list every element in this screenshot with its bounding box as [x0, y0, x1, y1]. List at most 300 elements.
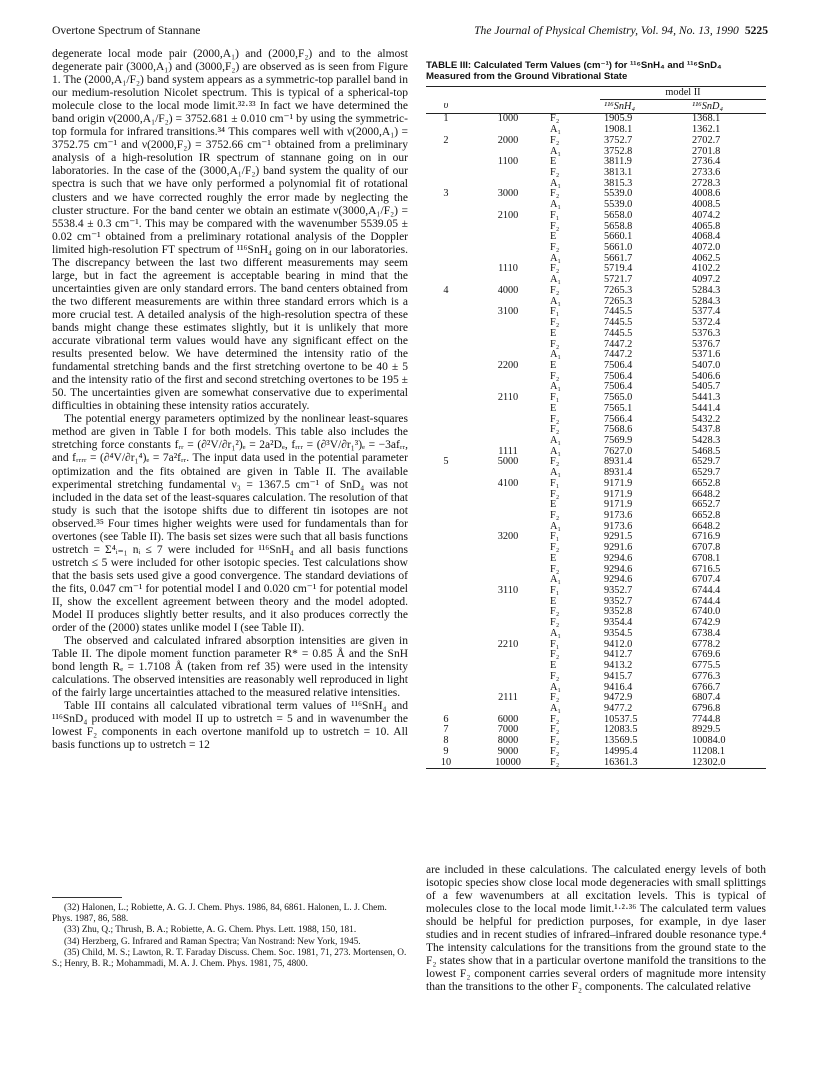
- cell-snd4: 6776.3: [692, 670, 721, 682]
- cell-symmetry: F₂: [550, 113, 560, 125]
- cell-v: [426, 672, 466, 683]
- cell-symmetry: E: [550, 231, 557, 243]
- cell-snd4: 6766.7: [692, 681, 721, 693]
- cell-local-mode: [466, 661, 550, 672]
- cell-symmetry: F₁: [550, 306, 560, 318]
- cell-local-mode: 8000: [497, 735, 519, 747]
- cell-v: 5: [443, 456, 449, 468]
- cell-snh4: 9171.9: [604, 488, 633, 500]
- cell-local-mode: [466, 565, 550, 576]
- cell-v: [426, 586, 466, 597]
- cell-v: [426, 329, 466, 340]
- cell-snh4: 7445.5: [604, 306, 633, 318]
- cell-snd4: 6775.5: [692, 660, 721, 672]
- cell-local-mode: 3200: [497, 531, 519, 543]
- cell-snd4: 2702.7: [692, 134, 721, 146]
- cell-snd4: 1368.1: [692, 113, 721, 125]
- cell-snd4: 6707.8: [692, 542, 721, 554]
- cell-snh4: 5721.7: [604, 274, 633, 286]
- body-paragraph: The potential energy parameters optimized by the nonlinear least-squares method are given in Table I for both models. This table also includes the stretching force constants fᵣᵣ = (∂²V/∂r₁²)ₑ = 2a²Dₑ, fᵣᵣᵣ = (∂³V/∂r₁³)ₑ = −3afᵣᵣ, and fᵣᵣᵣᵣ = (∂⁴V/∂r₁⁴)ₑ = 7a²fᵣᵣ. The input data used in the potential parameter optimization and the fits obtained are given in Table II. The available experimental stretching fundamental ν₃ = 1367.5 cm⁻¹ of SnD₄ was not included in the data set of the least-squares calculation. The resolution of that study is such that the isotope shifts due to different tin isotopes are not observed.³⁵ Four times higher weights were used for fundamentals than for overtones (see Table II). The basis set sizes were such that all basis functions υstretch = Σ⁴ᵢ₌₁ nᵢ ≤ 7 were included for ¹¹⁶SnH₄ and all basis functions υstretch ≤ 5 were included for other isotopic species. Test calculations show that the basis sets used give a good convergence. The standard deviations of the fits, 0.047 cm⁻¹ for potential model I and 0.020 cm⁻¹ for potential model II, show the excellent agreement between theory and the model adopted. Model II produces slightly better results, and it also produces correctly the order of the (2000) states unlike model I (see Table II).: [52, 413, 408, 635]
- cell-snd4: 5376.7: [692, 338, 721, 350]
- cell-local-mode: [466, 404, 550, 415]
- cell-snh4: 7565.0: [604, 392, 633, 404]
- cell-v: [426, 307, 466, 318]
- cell-symmetry: F₁: [550, 477, 560, 489]
- cell-snh4: 7565.1: [604, 402, 633, 414]
- cell-local-mode: 7000: [497, 724, 519, 736]
- cell-symmetry: E: [550, 660, 557, 672]
- cell-snh4: 8931.4: [604, 467, 633, 479]
- cell-snd4: 6648.2: [692, 520, 721, 532]
- cell-snd4: 4065.8: [692, 220, 721, 232]
- cell-symmetry: F₂: [550, 263, 560, 275]
- cell-symmetry: E: [550, 156, 557, 168]
- cell-snd4: 8929.5: [692, 724, 721, 736]
- cell-v: [426, 415, 466, 426]
- cell-snd4: 6716.5: [692, 563, 721, 575]
- cell-snd4: 6529.7: [692, 456, 721, 468]
- cell-snh4: 5658.8: [604, 220, 633, 232]
- cell-symmetry: A₁: [550, 145, 562, 157]
- cell-symmetry: F₂: [550, 758, 600, 769]
- cell-snh4: 3813.1: [604, 167, 633, 178]
- cell-symmetry: A₁: [550, 434, 562, 446]
- cell-snd4: 6529.7: [692, 467, 721, 479]
- cell-symmetry: A₁: [550, 467, 562, 479]
- cell-symmetry: F₂: [550, 424, 560, 436]
- right-column-text: [426, 864, 766, 994]
- cell-symmetry: F₂: [550, 735, 560, 747]
- cell-symmetry: E: [550, 552, 557, 564]
- cell-local-mode: [466, 372, 550, 383]
- cell-local-mode: [466, 340, 550, 351]
- cell-snh4: 5658.0: [604, 209, 633, 221]
- cell-symmetry: F₁: [550, 638, 560, 650]
- cell-snh4: 7447.2: [604, 338, 633, 350]
- cell-snh4: 7566.4: [604, 413, 633, 425]
- cell-snh4: 5719.4: [604, 263, 633, 275]
- cell-snd4: 2736.4: [692, 156, 721, 168]
- cell-snd4: 6652.8: [692, 510, 721, 521]
- cell-snd4: 5432.2: [692, 413, 721, 425]
- cell-symmetry: E: [550, 359, 557, 371]
- cell-snh4: 7568.6: [604, 424, 633, 436]
- cell-v: [426, 264, 466, 275]
- cell-snd4: 6740.0: [692, 606, 721, 618]
- cell-snd4: 6796.8: [692, 702, 721, 714]
- left-column: [52, 48, 408, 753]
- model-header: model II: [665, 87, 701, 99]
- cell-v: 9: [443, 745, 449, 757]
- cell-local-mode: [466, 168, 550, 179]
- cell-local-mode: 6000: [497, 713, 519, 725]
- table-row: [426, 136, 766, 147]
- cell-snh4: 9416.4: [604, 681, 633, 693]
- cell-snd4: 6716.9: [692, 531, 721, 543]
- cell-snh4: 9291.5: [604, 531, 633, 543]
- cell-snd4: 5428.3: [692, 434, 721, 446]
- cell-snh4: 9354.4: [604, 617, 633, 629]
- cell-symmetry: A₁: [550, 274, 562, 286]
- table-row: [426, 758, 766, 769]
- cell-snh4: 7447.2: [604, 349, 633, 361]
- cell-symmetry: F₂: [550, 370, 560, 382]
- cell-local-mode: 1110: [498, 263, 518, 275]
- cell-v: [426, 200, 466, 211]
- cell-snd4: 2733.6: [692, 167, 721, 178]
- table-row: [426, 554, 766, 565]
- cell-symmetry: F₂: [550, 692, 560, 704]
- cell-v: [426, 640, 466, 651]
- cell-snh4: 9415.7: [604, 670, 633, 682]
- cell-snd4: 5376.3: [692, 327, 721, 339]
- cell-snh4: 12083.5: [604, 724, 638, 736]
- body-paragraph: degenerate local mode pair (2000,A₁) and (2000,F₂) and to the almost degenerate pair (3000,A₁) and (3000,F₂) are observed as is seen from Figure 1. The (2000,A₁/F₂) band system appears as a symmetric-top parallel band in our medium-resolution Nicolet spectrum. This is typical of a spherical-top molecule close to the local mode limit.³²·³³ In fact we have determined the band origin ν(2000,A₁/F₂) = 3752.681 ± 0.010 cm⁻¹ by using the symmetric-top formula for infrared transitions.³⁴ This compares well with ν(2000,A₁) = 3752.75 cm⁻¹ and ν(2000,F₂) = 3752.66 cm⁻¹ obtained from a preliminary analysis of a high-resolution IR spectrum of stannane going on in our laboratories. In the case of the (3000,A₁/F₂) band system the quality of our spectra is such that we have only performed a polynomial fit of rotational clusters and we have corrected roughly the error made by neglecting the cluster structure. For the band center we obtain an estimate ν(3000,A₁/F₂) = 5538.4 ± 0.3 cm⁻¹. This may be compared with the wavenumber 5539.05 ± 0.02 cm⁻¹ obtained from a preliminary rotational analysis of the Doppler limited high-resolution FT spectrum of ¹¹⁶SnH₄ going on in our laboratories. The discrepancy between the last two different measurements may seem large, but in fact the agreement is acceptable bearing in mind that the uncertainties given are only standard errors. The band centers obtained from the two different measurements are within three standard errors which is a more crucial test. A detailed analysis of the high-resolution spectra of these bands might change these estimates slightly, but it is unlikely that more accurate vibrational term values would have any significant effect on the results presented below. We have determined the intensity ratio of the fundamental stretching bands and the first stretching overtone to be 40 ± 5 and the intensity ratio of the first and second stretching overtones to be 195 ± 50. The uncertainties given are somewhat conservative due to experimental difficulties in obtaining these intensity ratios accurately.: [52, 48, 408, 413]
- cell-symmetry: A₁: [550, 445, 562, 457]
- cell-snh4: 5661.7: [604, 252, 633, 264]
- cell-snd4: 6807.4: [692, 692, 721, 704]
- cell-local-mode: 3110: [497, 585, 519, 597]
- cell-snd4: 4074.2: [692, 209, 721, 221]
- cell-snd4: 4008.5: [692, 199, 721, 211]
- cell-symmetry: A₁: [550, 702, 562, 714]
- cell-symmetry: F₂: [550, 167, 560, 178]
- footnote-rule: [52, 897, 122, 898]
- cell-symmetry: F₂: [550, 670, 560, 682]
- cell-local-mode: [466, 243, 550, 254]
- cell-symmetry: E: [550, 595, 557, 607]
- page-number: 5225: [744, 24, 768, 37]
- cell-snh4: 7506.4: [604, 359, 633, 371]
- cell-local-mode: 2111: [498, 692, 518, 704]
- cell-local-mode: 1000: [497, 113, 519, 125]
- table-row: [426, 211, 766, 222]
- cell-snd4: 4008.6: [692, 188, 721, 200]
- cell-v: [426, 479, 466, 490]
- cell-snd4: 6708.1: [692, 552, 721, 564]
- cell-v: 7: [443, 724, 449, 736]
- cell-snd4: 5468.5: [692, 445, 721, 457]
- cell-snh4: 1908.1: [604, 124, 633, 136]
- cell-snd4: 6778.2: [692, 638, 721, 650]
- cell-symmetry: F₂: [550, 220, 560, 232]
- cell-symmetry: A₁: [550, 124, 562, 136]
- cell-snh4: 9352.7: [604, 585, 633, 597]
- cell-snh4: 9173.6: [604, 510, 633, 521]
- cell-snh4: 3752.7: [604, 134, 633, 146]
- cell-symmetry: F₂: [550, 413, 560, 425]
- cell-v: 1: [443, 113, 449, 125]
- cell-symmetry: F₂: [550, 242, 560, 254]
- cell-local-mode: [466, 554, 550, 565]
- cell-symmetry: F₂: [550, 617, 560, 629]
- cell-snd4: 5377.4: [692, 306, 721, 318]
- reference-item: (32) Halonen, L.; Robiette, A. G. J. Chem. Phys. 1986, 84, 6861. Halonen, L. J. Chem. Phys. 1987, 86, 588.: [52, 903, 387, 924]
- cell-snd4: 5405.7: [692, 381, 721, 393]
- body-paragraph: are included in these calculations. The calculated energy levels of both isotopic species show close local mode degeneracies with small splittings of a few wavenumbers at all excitation levels. This is typical of molecules close to the local mode limit.¹·²·³⁶ The calculated term values should be helpful for prediction purposes, for example, in dye laser studies and in recent studies of infrared–infrared double resonance type.⁴ The intensity calculations for the transitions from the ground state to the F₂ states show that in a particular overtone manifold the transitions to the lowest F₂ component carries several orders of magnitude more intensity than the transitions to the other F₂ components. The calculated relative: [426, 864, 766, 994]
- cell-v: [426, 243, 466, 254]
- cell-v: [426, 222, 466, 233]
- cell-snd4: 4102.2: [692, 263, 721, 275]
- cell-v: [426, 393, 466, 404]
- col-header-v: υ: [443, 100, 449, 112]
- cell-symmetry: F₂: [550, 317, 560, 329]
- cell-v: [426, 532, 466, 543]
- cell-symmetry: F₂: [550, 713, 560, 725]
- cell-symmetry: F₂: [550, 456, 560, 468]
- cell-snh4: 9171.9: [604, 477, 633, 489]
- cell-snh4: 9171.9: [604, 499, 633, 511]
- cell-symmetry: A₁: [550, 177, 562, 189]
- cell-snh4: 7445.5: [604, 317, 633, 329]
- cell-snd4: 6742.9: [692, 617, 721, 629]
- cell-snh4: 9352.7: [604, 595, 633, 607]
- cell-symmetry: F₁: [550, 392, 560, 404]
- cell-local-mode: [466, 425, 550, 436]
- table-row: [426, 404, 766, 415]
- cell-snd4: 1362.1: [692, 124, 721, 136]
- cell-snd4: 6769.6: [692, 649, 721, 661]
- cell-local-mode: [466, 650, 550, 661]
- cell-v: [426, 425, 466, 436]
- cell-snd4: 6648.2: [692, 488, 721, 500]
- cell-local-mode: [466, 543, 550, 554]
- cell-local-mode: [466, 607, 550, 618]
- right-column: [426, 48, 766, 769]
- table-row: [426, 329, 766, 340]
- cell-symmetry: A₁: [550, 574, 562, 586]
- cell-v: [426, 543, 466, 554]
- cell-v: [426, 597, 466, 608]
- cell-snh4: 9412.0: [604, 638, 633, 650]
- cell-snh4: 9294.6: [604, 552, 633, 564]
- cell-snd4: 5372.4: [692, 317, 721, 329]
- cell-v: [426, 361, 466, 372]
- cell-local-mode: 2000: [497, 134, 519, 146]
- cell-local-mode: [466, 329, 550, 340]
- cell-symmetry: F₂: [550, 724, 560, 736]
- cell-symmetry: A₁: [550, 627, 562, 639]
- cell-snd4: 4062.5: [692, 252, 721, 264]
- cell-snd4: 5441.4: [692, 402, 721, 414]
- cell-local-mode: [466, 618, 550, 629]
- cell-v: [426, 372, 466, 383]
- cell-local-mode: [466, 500, 550, 511]
- cell-snh4: 9412.7: [604, 649, 633, 661]
- cell-symmetry: F₂: [550, 338, 560, 350]
- cell-snh4: 14995.4: [604, 745, 638, 757]
- cell-local-mode: [466, 490, 550, 501]
- cell-local-mode: 1111: [498, 445, 518, 457]
- cell-local-mode: [466, 597, 550, 608]
- table-row: [426, 672, 766, 683]
- cell-symmetry: E: [550, 402, 557, 414]
- cell-v: [426, 650, 466, 661]
- cell-snh4: 7445.5: [604, 327, 633, 339]
- cell-snh4: 1905.9: [604, 113, 633, 125]
- cell-snd4: 4068.4: [692, 231, 721, 243]
- cell-v: [426, 254, 466, 265]
- cell-v: 8: [443, 735, 449, 747]
- cell-snd4: 10084.0: [692, 735, 726, 747]
- cell-snd4: 5284.3: [692, 284, 721, 296]
- cell-snd4: 6707.4: [692, 574, 721, 586]
- cell-local-mode: 2200: [497, 359, 519, 371]
- cell-v: [426, 554, 466, 565]
- cell-local-mode: 1100: [497, 156, 519, 168]
- cell-v: [426, 490, 466, 501]
- cell-v: 10: [426, 758, 466, 769]
- body-paragraph: The observed and calculated infrared absorption intensities are given in Table II. The dipole moment function parameter R* = 0.85 Å and the SnH bond length Rₑ = 1.7108 Å (taken from ref 35) were used in the intensity calculations. The observed intensities are reasonably well reproduced in light of the fairly large uncertainties attached to the measured relative intensities.: [52, 635, 408, 700]
- table-row: [426, 747, 766, 758]
- term-values-table: [426, 86, 766, 769]
- cell-symmetry: F₂: [550, 606, 560, 618]
- cell-v: [426, 211, 466, 222]
- cell-local-mode: [466, 415, 550, 426]
- cell-symmetry: A₁: [550, 199, 562, 211]
- cell-local-mode: 3100: [497, 306, 519, 318]
- cell-v: 4: [443, 284, 449, 296]
- cell-snh4: 5539.0: [604, 199, 633, 211]
- cell-snh4: 3815.3: [604, 177, 633, 189]
- cell-snd4: 5284.3: [692, 295, 721, 307]
- cell-v: [426, 618, 466, 629]
- table-row: [426, 479, 766, 490]
- cell-snd4: 6652.8: [692, 477, 721, 489]
- cell-snh4: 3811.9: [604, 156, 632, 168]
- cell-symmetry: F₂: [550, 188, 560, 200]
- cell-snh4: 7569.9: [604, 434, 633, 446]
- cell-snh4: 7265.3: [604, 295, 633, 307]
- cell-snh4: 16361.3: [600, 758, 692, 769]
- cell-local-mode: 4100: [497, 477, 519, 489]
- cell-v: [426, 575, 466, 586]
- cell-v: [426, 500, 466, 511]
- cell-local-mode: [466, 222, 550, 233]
- cell-snh4: 9294.6: [604, 563, 633, 575]
- reference-item: (35) Child, M. S.; Lawton, R. T. Faraday Discuss. Chem. Soc. 1981, 71, 273. Mortensen, O. S.; Henry, B. R.; Mohammadi, M. A. J. Chem. Phys. 1981, 75, 4800.: [52, 948, 407, 969]
- cell-snh4: 7627.0: [604, 445, 633, 457]
- cell-v: [426, 565, 466, 576]
- page-header: [52, 24, 768, 40]
- cell-v: [426, 693, 466, 704]
- cell-symmetry: F₂: [550, 284, 560, 296]
- cell-snd4: 5406.6: [692, 370, 721, 382]
- cell-v: [426, 436, 466, 447]
- cell-local-mode: [466, 232, 550, 243]
- cell-snh4: 7506.4: [604, 370, 633, 382]
- cell-snd4: 2701.8: [692, 145, 721, 157]
- cell-symmetry: E: [550, 499, 557, 511]
- cell-snd4: 5371.6: [692, 349, 721, 361]
- cell-symmetry: A₁: [550, 295, 562, 307]
- cell-v: [426, 404, 466, 415]
- cell-symmetry: F₁: [550, 585, 560, 597]
- cell-v: [426, 522, 466, 533]
- cell-local-mode: 9000: [497, 745, 519, 757]
- cell-snh4: 13569.5: [604, 735, 638, 747]
- cell-local-mode: 4000: [497, 284, 519, 296]
- cell-symmetry: F₂: [550, 488, 560, 500]
- cell-symmetry: F₂: [550, 649, 560, 661]
- journal-citation: [474, 24, 768, 37]
- cell-snh4: 7265.3: [604, 284, 633, 296]
- cell-snd4: 11208.1: [692, 745, 726, 757]
- cell-local-mode: [466, 511, 550, 522]
- cell-v: [426, 157, 466, 168]
- cell-v: [426, 629, 466, 640]
- cell-local-mode: [466, 672, 550, 683]
- cell-symmetry: E: [550, 327, 557, 339]
- cell-snh4: 8931.4: [604, 456, 633, 468]
- cell-snh4: 7506.4: [604, 381, 633, 393]
- cell-snh4: 9354.5: [604, 627, 633, 639]
- cell-snd4: 6744.4: [692, 585, 721, 597]
- cell-v: [426, 382, 466, 393]
- cell-local-mode: 3000: [497, 188, 519, 200]
- cell-snh4: 9477.2: [604, 702, 633, 714]
- references: [52, 897, 408, 971]
- cell-snd4: 7744.8: [692, 713, 721, 725]
- cell-symmetry: F₂: [550, 134, 560, 146]
- cell-snd4: 4097.2: [692, 274, 721, 286]
- cell-v: [426, 318, 466, 329]
- reference-item: (33) Zhu, Q.; Thrush, B. A.; Robiette, A. G. Chem. Phys. Lett. 1988, 150, 181.: [64, 925, 357, 936]
- table-caption: TABLE III: Calculated Term Values (cm⁻¹) for ¹¹⁶SnH₄ and ¹¹⁶SnD₄ Measured from the Ground Vibrational State: [426, 60, 722, 83]
- cell-snd4: 4072.0: [692, 242, 721, 254]
- cell-snd4: 12302.0: [692, 758, 766, 769]
- cell-v: [426, 607, 466, 618]
- col-header-snh4: ¹¹⁶SnH₄: [604, 100, 636, 112]
- cell-local-mode: 5000: [497, 456, 519, 468]
- cell-local-mode: [466, 318, 550, 329]
- cell-v: [426, 168, 466, 179]
- cell-v: 2: [443, 134, 449, 146]
- cell-snd4: 5407.0: [692, 359, 721, 371]
- cell-symmetry: A₁: [550, 252, 562, 264]
- cell-v: [426, 340, 466, 351]
- cell-snd4: 6744.4: [692, 595, 721, 607]
- cell-snd4: 5441.3: [692, 392, 721, 404]
- cell-symmetry: F₂: [550, 745, 560, 757]
- cell-symmetry: A₁: [550, 349, 562, 361]
- cell-symmetry: F₂: [550, 542, 560, 554]
- cell-v: [426, 511, 466, 522]
- cell-snh4: 9472.9: [604, 692, 633, 704]
- cell-snh4: 5539.0: [604, 188, 633, 200]
- cell-v: [426, 297, 466, 308]
- running-title: Overtone Spectrum of Stannane: [52, 24, 201, 37]
- cell-snh4: 10537.5: [604, 713, 638, 725]
- cell-v: [426, 147, 466, 158]
- cell-snh4: 9294.6: [604, 574, 633, 586]
- cell-v: 6: [443, 713, 449, 725]
- cell-symmetry: F₁: [550, 209, 560, 221]
- cell-snh4: 9173.6: [604, 520, 633, 532]
- cell-v: [426, 468, 466, 479]
- cell-v: [426, 232, 466, 243]
- cell-snd4: 6652.7: [692, 499, 721, 511]
- cell-v: [426, 683, 466, 694]
- body-paragraph: Table III contains all calculated vibrational term values of ¹¹⁶SnH₄ and ¹¹⁶SnD₄ produced with model II up to υstretch = 5 and in wavenumber the lowest F₂ components in each overtone manifold up to υstretch = 10. All basis functions up to υstretch = 12: [52, 700, 408, 752]
- cell-v: [426, 661, 466, 672]
- cell-local-mode: 2210: [497, 638, 519, 650]
- cell-local-mode: 2110: [497, 392, 519, 404]
- journal-name: The Journal of Physical Chemistry, Vol. 94, No. 13, 1990: [474, 24, 739, 37]
- cell-snd4: 2728.3: [692, 177, 721, 189]
- cell-v: 3: [443, 188, 449, 200]
- cell-symmetry: F₂: [550, 563, 560, 575]
